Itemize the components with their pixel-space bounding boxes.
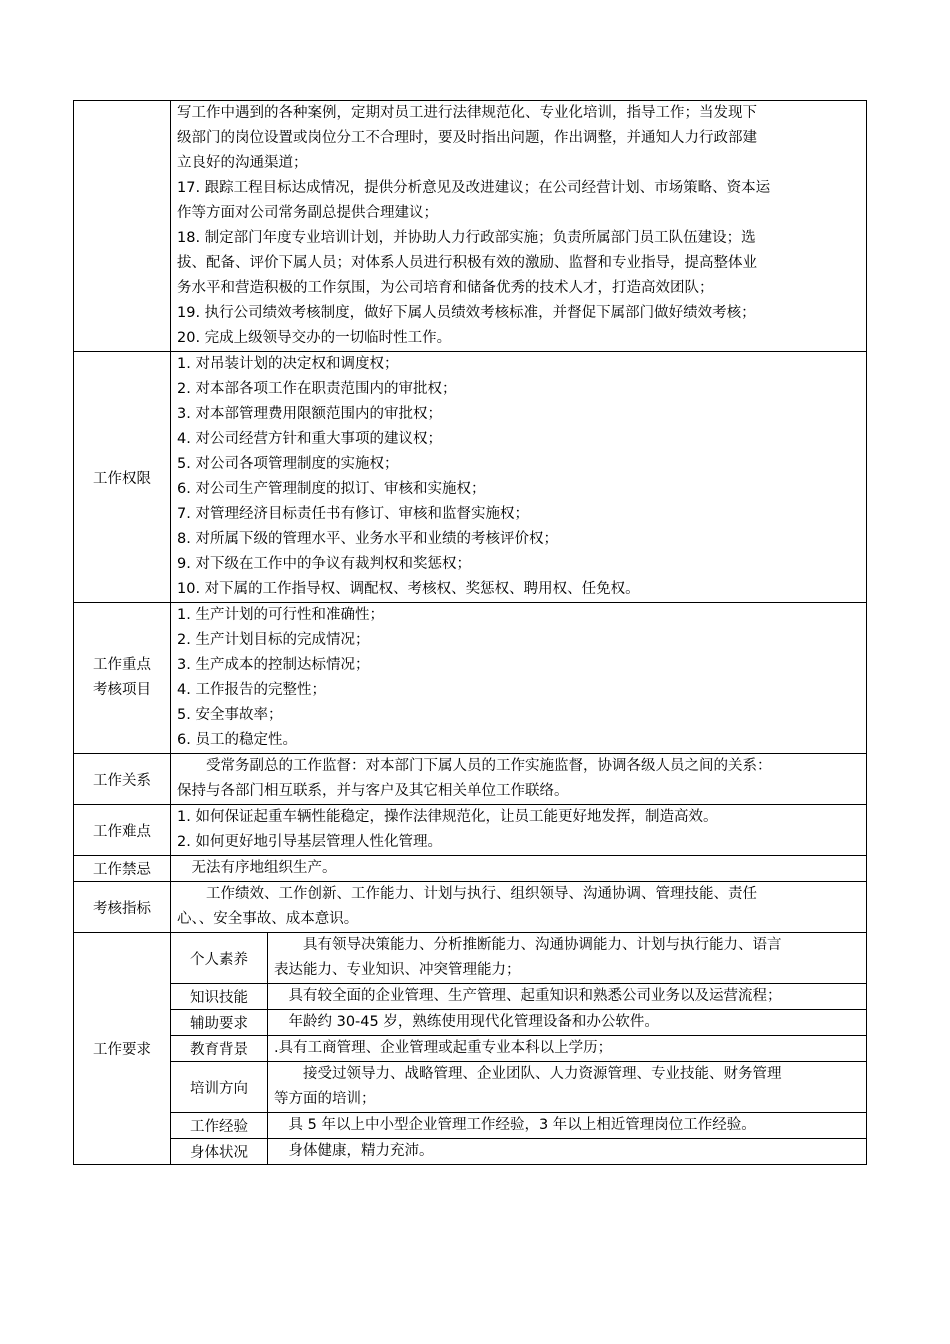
- kpi-line: 心、、安全事故、成本意识。: [177, 911, 359, 927]
- requirement-row-education: [74, 1036, 867, 1062]
- authority-label: 工作权限: [74, 352, 171, 603]
- assessment-item: 2. 生产计划目标的完成情况；: [177, 632, 370, 648]
- authority-item: 7. 对管理经济目标责任书有修订、审核和监督实施权；: [177, 506, 529, 522]
- authority-item: 8. 对所属下级的管理水平、业务水平和业绩的考核评价权；: [177, 531, 558, 547]
- key-assessment-label: 工作重点 考核项目: [74, 603, 171, 754]
- requirements-label: 工作要求: [74, 933, 171, 1165]
- requirement-sublabel: 个人素养: [171, 933, 268, 984]
- kpi-label: 考核指标: [74, 882, 171, 933]
- requirement-content: 具有较全面的企业管理、生产管理、起重知识和熟悉公司业务以及运营流程；: [268, 984, 867, 1010]
- assessment-item: 5. 安全事故率；: [177, 707, 283, 723]
- assessment-item: 3. 生产成本的控制达标情况；: [177, 657, 370, 673]
- authority-content: [171, 352, 867, 603]
- requirement-row-training: [74, 1062, 867, 1113]
- requirement-sublabel: 工作经验: [171, 1113, 268, 1139]
- requirement-content: 年龄约 30-45 岁，熟练使用现代化管理设备和办公软件。: [268, 1010, 867, 1036]
- requirement-row-health: [74, 1139, 867, 1165]
- duty-line: 19. 执行公司绩效考核制度，做好下属人员绩效考核标准，并督促下属部门做好绩效考核；: [177, 305, 756, 321]
- duties-continued-row: [74, 101, 867, 352]
- taboo-label: 工作禁忌: [74, 856, 171, 882]
- authority-item: 9. 对下级在工作中的争议有裁判权和奖惩权；: [177, 556, 471, 572]
- assessment-item: 6. 员工的稳定性。: [177, 732, 297, 748]
- difficulties-content: [171, 805, 867, 856]
- kpi-content: [171, 882, 867, 933]
- requirement-row-auxiliary: [74, 1010, 867, 1036]
- taboo-content: [171, 856, 867, 882]
- authority-item: 5. 对公司各项管理制度的实施权；: [177, 456, 399, 472]
- difficulties-label: 工作难点: [74, 805, 171, 856]
- requirement-sublabel: 培训方向: [171, 1062, 268, 1113]
- duty-line: 务水平和营造积极的工作氛围，为公司培育和储备优秀的技术人才，打造高效团队；: [177, 280, 714, 296]
- duties-label-cell: [74, 101, 171, 352]
- requirement-sublabel: 辅助要求: [171, 1010, 268, 1036]
- relations-line: 受常务副总的工作监督：对本部门下属人员的工作实施监督，协调各级人员之间的关系：: [206, 758, 772, 774]
- relations-line: 保持与各部门相互联系，并与客户及其它相关单位工作联络。: [177, 783, 569, 799]
- relations-content: [171, 754, 867, 805]
- authority-item: 2. 对本部各项工作在职责范围内的审批权；: [177, 381, 457, 397]
- requirement-content: 身体健康，精力充沛。: [268, 1139, 867, 1165]
- assessment-item: 1. 生产计划的可行性和准确性；: [177, 607, 384, 623]
- kpi-row: [74, 882, 867, 933]
- requirement-content: .具有工商管理、企业管理或起重专业本科以上学历；: [268, 1036, 867, 1062]
- requirement-sublabel: 教育背景: [171, 1036, 268, 1062]
- difficulty-item: 2. 如何更好地引导基层管理人性化管理。: [177, 834, 442, 850]
- requirement-content: 接受过领导力、战略管理、企业团队、人力资源管理、专业技能、财务管理 等方面的培训；: [268, 1062, 867, 1113]
- authority-item: 1. 对吊装计划的决定权和调度权；: [177, 356, 399, 372]
- duty-line: 级部门的岗位设置或岗位分工不合理时，要及时指出问题，作出调整，并通知人力行政部建: [177, 130, 757, 146]
- authority-item: 6. 对公司生产管理制度的拟订、审核和实施权；: [177, 481, 486, 497]
- kpi-line: 工作绩效、工作创新、工作能力、计划与执行、组织领导、沟通协调、管理技能、责任: [206, 886, 757, 902]
- requirement-row-experience: [74, 1113, 867, 1139]
- relations-row: [74, 754, 867, 805]
- duty-line: 写工作中遇到的各种案例，定期对员工进行法律规范化、专业化培训，指导工作；当发现下: [177, 105, 757, 121]
- duty-line: 20. 完成上级领导交办的一切临时性工作。: [177, 330, 452, 346]
- difficulties-row: [74, 805, 867, 856]
- relations-label: 工作关系: [74, 754, 171, 805]
- assessment-item: 4. 工作报告的完整性；: [177, 682, 326, 698]
- duty-line: 拔、配备、评价下属人员；对体系人员进行积极有效的激励、监督和专业指导，提高整体业: [177, 255, 757, 271]
- requirement-sublabel: 知识技能: [171, 984, 268, 1010]
- requirement-content: 具有领导决策能力、分析推断能力、沟通协调能力、计划与执行能力、语言 表达能力、专业知识、冲突管理能力；: [268, 933, 867, 984]
- authority-item: 4. 对公司经营方针和重大事项的建议权；: [177, 431, 442, 447]
- duty-line: 18. 制定部门年度专业培训计划，并协助人力行政部实施；负责所属部门员工队伍建设；选: [177, 230, 756, 246]
- duty-line: 立良好的沟通渠道；: [177, 155, 308, 171]
- key-assessment-row: [74, 603, 867, 754]
- difficulty-item: 1. 如何保证起重车辆性能稳定，操作法律规范化，让员工能更好地发挥，制造高效。: [177, 809, 718, 825]
- duty-line: 作等方面对公司常务副总提供合理建议；: [177, 205, 438, 221]
- key-assessment-content: [171, 603, 867, 754]
- taboo-text: 无法有序地组织生产。: [191, 860, 337, 876]
- requirement-row-knowledge: [74, 984, 867, 1010]
- duty-line: 17. 跟踪工程目标达成情况，提供分析意见及改进建议；在公司经营计划、市场策略、资本运: [177, 180, 771, 196]
- requirement-row-personal: [74, 933, 867, 984]
- authority-item: 3. 对本部管理费用限额范围内的审批权；: [177, 406, 442, 422]
- duties-content-cell: [171, 101, 867, 352]
- authority-row: [74, 352, 867, 603]
- job-description-table: [73, 100, 867, 1165]
- requirement-sublabel: 身体状况: [171, 1139, 268, 1165]
- taboo-row: [74, 856, 867, 882]
- requirement-content: 具 5 年以上中小型企业管理工作经验，3 年以上相近管理岗位工作经验。: [268, 1113, 867, 1139]
- authority-item: 10. 对下属的工作指导权、调配权、考核权、奖惩权、聘用权、任免权。: [177, 581, 640, 597]
